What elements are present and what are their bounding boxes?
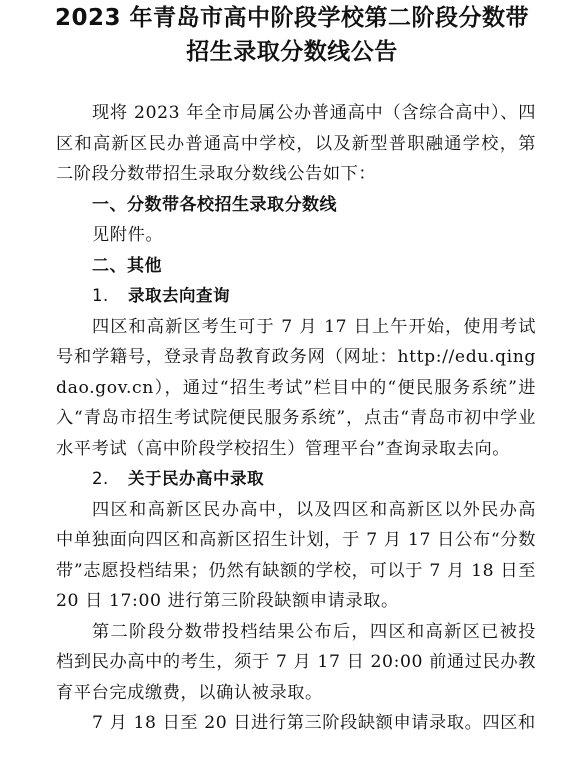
document-title-line-1: 2023 年青岛市高中阶段学校第二阶段分数带	[54, 5, 530, 31]
item-2-heading-line	[56, 464, 536, 495]
section-2-heading: 二、其他	[92, 255, 162, 276]
section-1-body: 见附件。	[92, 225, 164, 245]
item-2-heading: 关于民办高中录取	[128, 469, 264, 488]
item-2-body-3: 7 月 18 日至 20 日进行第三阶段缺额申请录取。四区和	[92, 713, 536, 733]
item-1-body: 四区和高新区考生可于 7 月 17 日上午开始，使用考试号和学籍号，登录青岛教育政务网（网址：http://edu.qingdao.gov.cn），通过“招生考试”栏目中的“便民服务系统”进入“青岛市招生考试院便民服务系统”，点击“青岛市初中学业水平考试（高中阶段学校招生）管理平台”查询录取去向。	[56, 316, 536, 459]
item-2-body-1: 四区和高新区民办高中，以及四区和高新区以外民办高中单独面向四区和高新区招生计划，于 7 月 17 日公布“分数带”志愿投档结果；仍然有缺额的学校，可以于 7 月 18 日至 20 日 17:00 进行第三阶段缺额申请录取。	[56, 499, 536, 611]
document-title-line-2: 招生录取分数线公告	[186, 39, 398, 65]
item-2-number: 2.	[92, 469, 109, 488]
item-1-number: 1.	[92, 286, 109, 305]
section-1-heading: 一、分数带各校招生录取分数线	[92, 194, 337, 215]
document-body	[56, 98, 536, 739]
item-2-body-2: 第二阶段分数带投档结果公布后，四区和高新区已被投档到民办高中的考生，须于 7 月 17 日 20:00 前通过民办教育平台完成缴费，以确认被录取。	[56, 621, 536, 703]
item-1-heading-line	[56, 281, 536, 312]
item-1-heading: 录取去向查询	[128, 286, 230, 305]
intro-paragraph: 现将 2023 年全市局属公办普通高中（含综合高中）、四区和高新区民办普通高中学校，以及新型普职融通学校，第二阶段分数带招生录取分数线公告如下：	[56, 103, 536, 184]
